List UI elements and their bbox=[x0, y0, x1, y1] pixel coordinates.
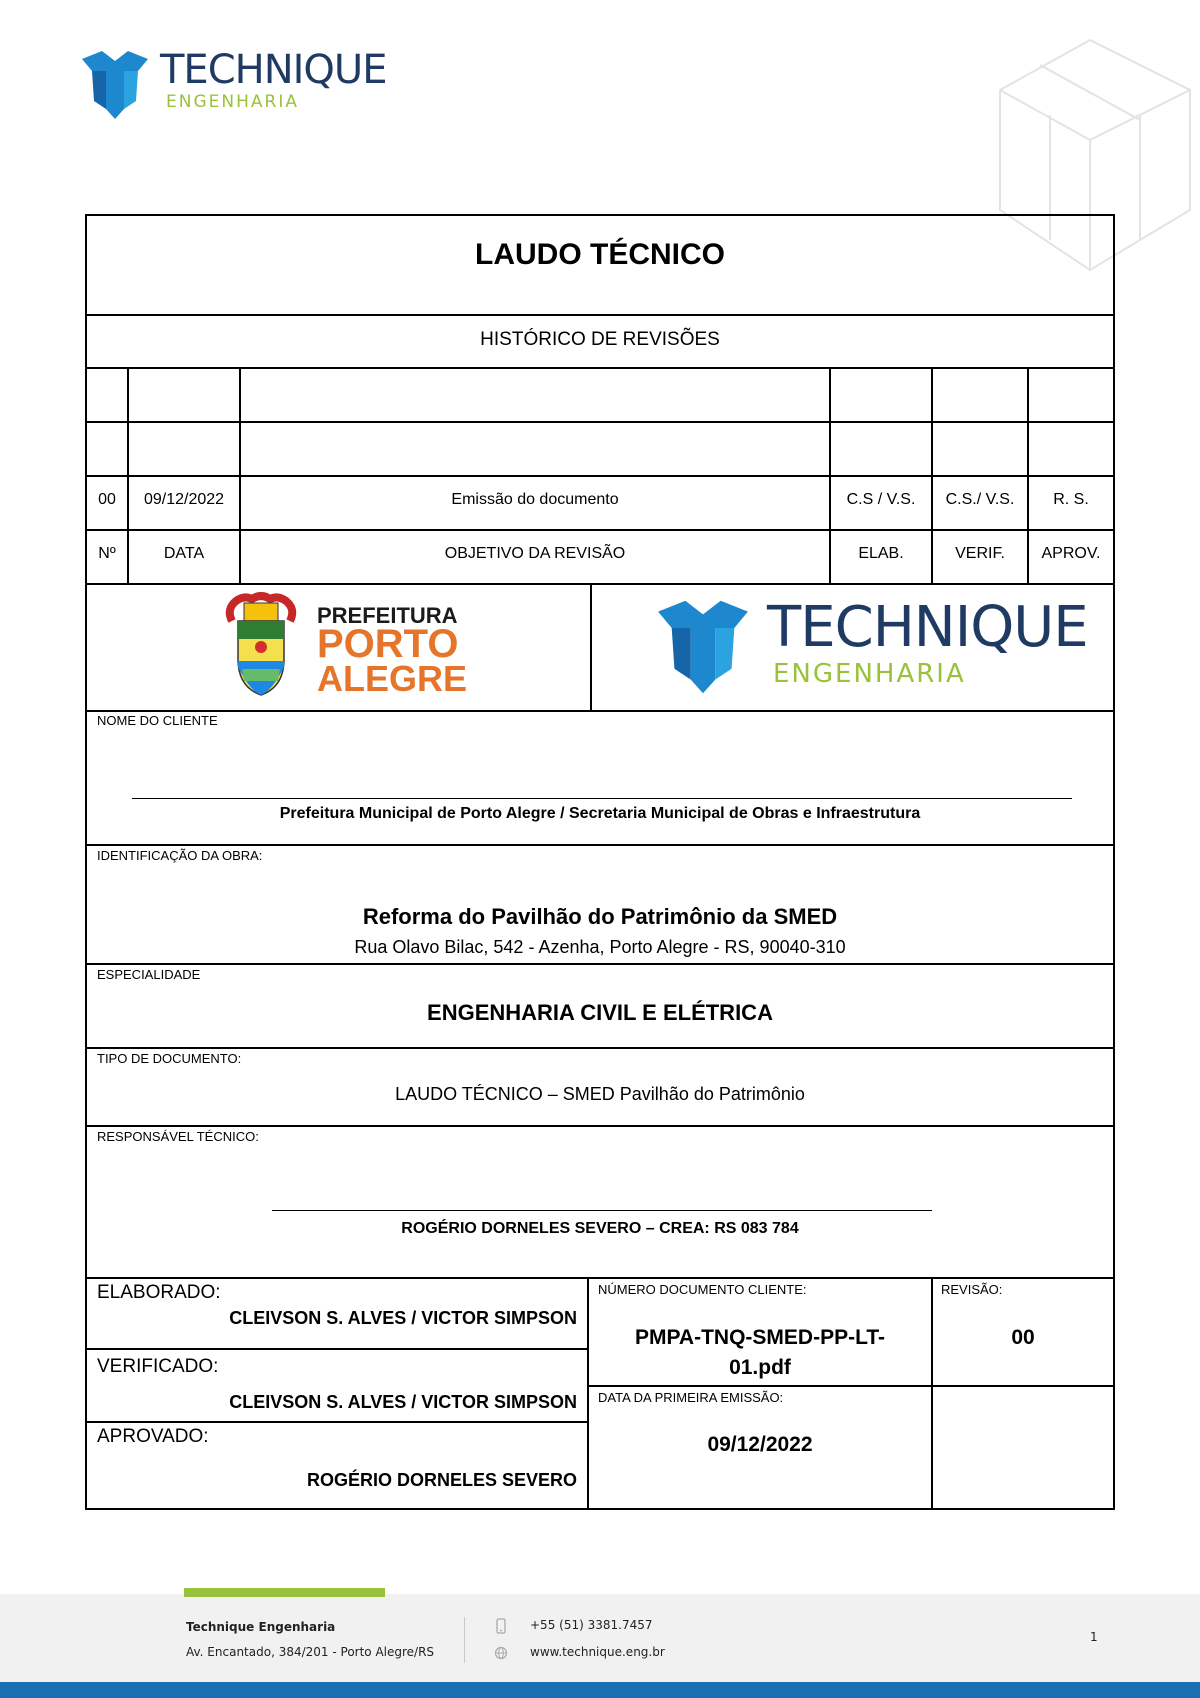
technique-logo bbox=[655, 595, 1088, 698]
responsavel-value: ROGÉRIO DORNELES SEVERO – CREA: RS 083 784 bbox=[401, 1220, 799, 1237]
col-verif: VERIF. bbox=[955, 545, 1005, 562]
page-title: LAUDO TÉCNICO bbox=[475, 238, 725, 271]
footer-website[interactable]: www.technique.eng.br bbox=[530, 1645, 665, 1659]
doc-number-line2: 01.pdf bbox=[729, 1356, 791, 1379]
technique-logo-name: TECHNIQUE bbox=[767, 595, 1088, 660]
doc-number-label: NÚMERO DOCUMENTO CLIENTE: bbox=[598, 1282, 807, 1297]
phone-icon bbox=[494, 1618, 508, 1634]
first-issue-value: 09/12/2022 bbox=[707, 1433, 813, 1456]
obra-address: Rua Olavo Bilac, 542 - Azenha, Porto Alegre - RS, 90040-310 bbox=[354, 937, 846, 957]
elaborado-label: ELABORADO: bbox=[97, 1282, 221, 1303]
prefeitura-line1: PREFEITURA bbox=[317, 603, 458, 628]
coat-of-arms-icon bbox=[222, 591, 300, 701]
client-label: NOME DO CLIENTE bbox=[97, 713, 218, 728]
verificado-value: CLEIVSON S. ALVES / VICTOR SIMPSON bbox=[229, 1392, 577, 1412]
rev-verif: C.S./ V.S. bbox=[945, 491, 1015, 508]
footer-bar bbox=[0, 1682, 1200, 1698]
revisao-value: 00 bbox=[1011, 1326, 1035, 1349]
client-value: Prefeitura Municipal de Porto Alegre / Secretaria Municipal de Obras e Infraestrutura bbox=[279, 805, 921, 822]
responsavel-label: RESPONSÁVEL TÉCNICO: bbox=[97, 1129, 259, 1144]
col-elab: ELAB. bbox=[858, 545, 904, 562]
col-objective: OBJETIVO DA REVISÃO bbox=[444, 545, 626, 562]
col-date: DATA bbox=[163, 545, 205, 562]
technique-mark-icon bbox=[80, 49, 150, 121]
col-aprov: APROV. bbox=[1041, 545, 1101, 562]
rev-aprov: R. S. bbox=[1053, 491, 1089, 508]
col-num: Nº bbox=[98, 545, 116, 562]
prefeitura-line3: ALEGRE bbox=[317, 658, 468, 699]
revisao-label: REVISÃO: bbox=[941, 1282, 1003, 1297]
especialidade-value: ENGENHARIA CIVIL E ELÉTRICA bbox=[427, 1000, 773, 1025]
header-logo bbox=[80, 45, 387, 125]
aprovado-label: APROVADO: bbox=[97, 1426, 209, 1447]
rev-objective: Emissão do documento bbox=[451, 491, 619, 508]
aprovado-value: ROGÉRIO DORNELES SEVERO bbox=[306, 1470, 577, 1490]
obra-label: IDENTIFICAÇÃO DA OBRA: bbox=[97, 848, 263, 863]
revisions-heading: HISTÓRICO DE REVISÕES bbox=[480, 329, 720, 350]
tipo-value: LAUDO TÉCNICO – SMED Pavilhão do Patrimônio bbox=[395, 1084, 805, 1104]
technique-mark-icon bbox=[655, 598, 751, 696]
obra-title: Reforma do Pavilhão do Patrimônio da SMED bbox=[362, 904, 838, 929]
footer-phone: +55 (51) 3381.7457 bbox=[530, 1618, 653, 1632]
doc-number-line1: PMPA-TNQ-SMED-PP-LT- bbox=[634, 1326, 886, 1349]
rev-num: 00 bbox=[98, 491, 116, 508]
elaborado-value: CLEIVSON S. ALVES / VICTOR SIMPSON bbox=[229, 1308, 577, 1328]
page-number: 1 bbox=[1090, 1630, 1098, 1644]
first-issue-label: DATA DA PRIMEIRA EMISSÃO: bbox=[598, 1390, 784, 1405]
especialidade-label: ESPECIALIDADE bbox=[97, 967, 201, 982]
header-logo-sub: ENGENHARIA bbox=[166, 92, 299, 112]
rev-elab: C.S / V.S. bbox=[846, 491, 916, 508]
rev-date: 09/12/2022 bbox=[143, 491, 225, 508]
prefeitura-line2: PORTO bbox=[317, 622, 459, 666]
tipo-label: TIPO DE DOCUMENTO: bbox=[97, 1051, 242, 1066]
document-frame bbox=[85, 214, 1115, 1510]
header-logo-name: TECHNIQUE bbox=[160, 47, 387, 93]
footer-accent bbox=[184, 1588, 385, 1597]
technique-logo-sub: ENGENHARIA bbox=[773, 659, 966, 689]
footer-company: Technique Engenharia bbox=[186, 1620, 336, 1634]
footer-address: Av. Encantado, 384/201 - Porto Alegre/RS bbox=[186, 1645, 435, 1659]
globe-icon bbox=[494, 1646, 508, 1660]
prefeitura-logo bbox=[222, 591, 468, 703]
verificado-label: VERIFICADO: bbox=[97, 1356, 219, 1377]
